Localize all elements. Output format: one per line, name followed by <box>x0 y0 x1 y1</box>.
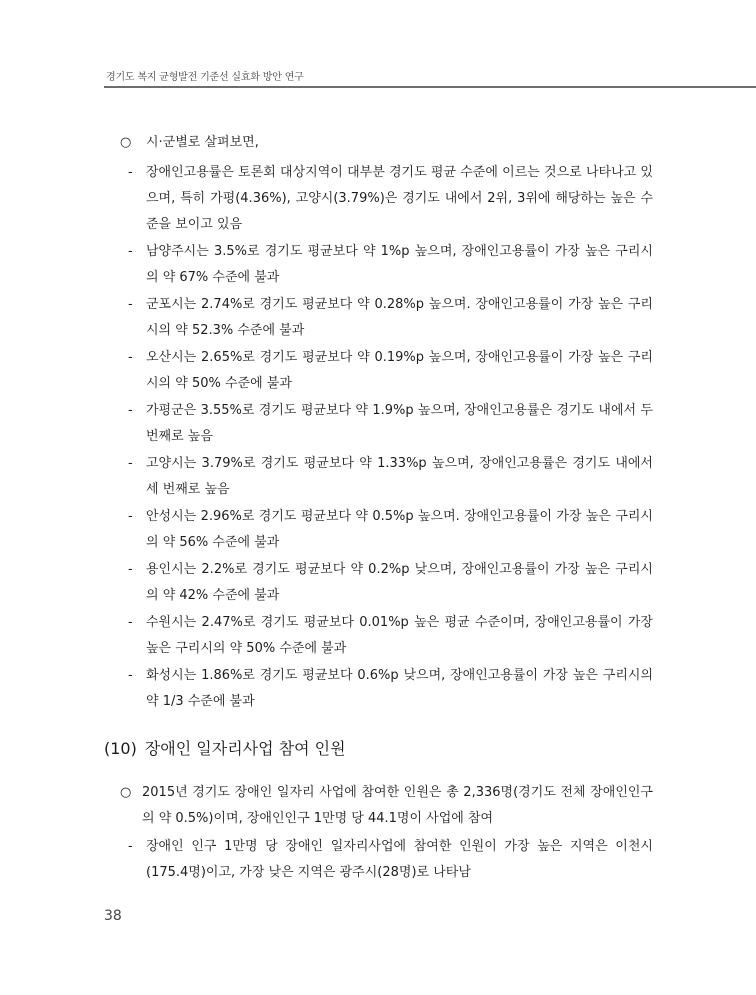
list-item <box>128 451 653 503</box>
running-header: 경기도 복지 균형발전 기준선 실효화 방안 연구 <box>106 72 304 83</box>
city-list <box>128 160 653 716</box>
list-item-text: 가평군은 3.55%로 경기도 평균보다 약 1.9%p 높으며, 장애인고용률은 경기도 내에서 두 번째로 높음 <box>146 403 653 444</box>
dash-bullet-icon: - <box>128 244 133 259</box>
dash-bullet-icon: - <box>128 668 133 683</box>
list-item-text: 수원시는 2.47%로 경기도 평균보다 0.01%p 높은 평균 수준이며, 장애인고용률이 가장 높은 구리시의 약 50% 수준에 불과 <box>146 615 653 656</box>
list-item <box>128 504 653 556</box>
dash-bullet-icon: - <box>128 615 133 630</box>
list-item <box>128 239 653 291</box>
dash-bullet-icon: - <box>128 403 133 418</box>
list-item-text: 화성시는 1.86%로 경기도 평균보다 0.6%p 낮으며, 장애인고용률이 가장 높은 구리시의 약 1/3 수준에 불과 <box>146 668 653 709</box>
list-item <box>128 345 653 397</box>
list-item-text: 오산시는 2.65%로 경기도 평균보다 약 0.19%p 높으며, 장애인고용률이 가장 높은 구리시의 약 50% 수준에 불과 <box>146 350 653 391</box>
list-item-text: 장애인 인구 1만명 당 장애인 일자리사업에 참여한 인원이 가장 높은 지역은 이천시(175.4명)이고, 가장 낮은 지역은 광주시(28명)로 나타남 <box>146 839 653 880</box>
dash-bullet-icon: - <box>128 456 133 471</box>
dash-bullet-icon: - <box>128 297 133 312</box>
list-item-text: 장애인고용률은 토론회 대상지역이 대부분 경기도 평균 수준에 이르는 것으로 나타나고 있으며, 특히 가평(4.36%), 고양시(3.79%)은 경기도 내에서 2위, 3위에 해당하는 높은 수준을 보이고 있음 <box>146 165 653 232</box>
list-item-text: 남양주시는 3.5%로 경기도 평균보다 약 1%p 높으며, 장애인고용률이 가장 높은 구리시의 약 67% 수준에 불과 <box>146 244 653 285</box>
section-title: 장애인 일자리사업 참여 인원 <box>144 739 346 758</box>
dash-bullet-icon: - <box>128 509 133 524</box>
list-item <box>128 292 653 344</box>
dash-bullet-icon: - <box>128 165 133 180</box>
circle-bullet-icon: ○ <box>120 785 132 800</box>
section-number: (10) <box>104 739 137 758</box>
list-item <box>128 663 653 715</box>
section-list <box>128 834 653 887</box>
list-item <box>128 834 653 886</box>
header-divider <box>104 86 756 88</box>
list-item <box>128 610 653 662</box>
section-paragraph <box>120 780 653 832</box>
intro-text: 시·군별로 살펴보면, <box>146 135 259 150</box>
circle-bullet-icon: ○ <box>120 135 132 150</box>
list-item-text: 안성시는 2.96%로 경기도 평균보다 약 0.5%p 높으며. 장애인고용률이 가장 높은 구리시의 약 56% 수준에 불과 <box>146 509 653 550</box>
list-item <box>128 160 653 238</box>
section-paragraph-text: 2015년 경기도 장애인 일자리 사업에 참여한 인원은 총 2,336명(경기도 전체 장애인인구의 약 0.5%)이며, 장애인인구 1만명 당 44.1명이 사업에 참여 <box>142 785 653 826</box>
list-item <box>128 557 653 609</box>
dash-bullet-icon: - <box>128 350 133 365</box>
list-item-text: 용인시는 2.2%로 경기도 평균보다 약 0.2%p 낮으며, 장애인고용률이 가장 높은 구리시의 약 42% 수준에 불과 <box>146 562 653 603</box>
list-item-text: 군포시는 2.74%로 경기도 평균보다 약 0.28%p 높으며. 장애인고용률이 가장 높은 구리시의 약 52.3% 수준에 불과 <box>146 297 653 338</box>
list-item-text: 고양시는 3.79%로 경기도 평균보다 약 1.33%p 높으며, 장애인고용률은 경기도 내에서 세 번째로 높음 <box>146 456 653 497</box>
intro-paragraph <box>120 130 259 156</box>
list-item <box>128 398 653 450</box>
page-number: 38 <box>104 908 122 924</box>
dash-bullet-icon: - <box>128 562 133 577</box>
section-heading <box>104 736 346 762</box>
dash-bullet-icon: - <box>128 839 133 854</box>
